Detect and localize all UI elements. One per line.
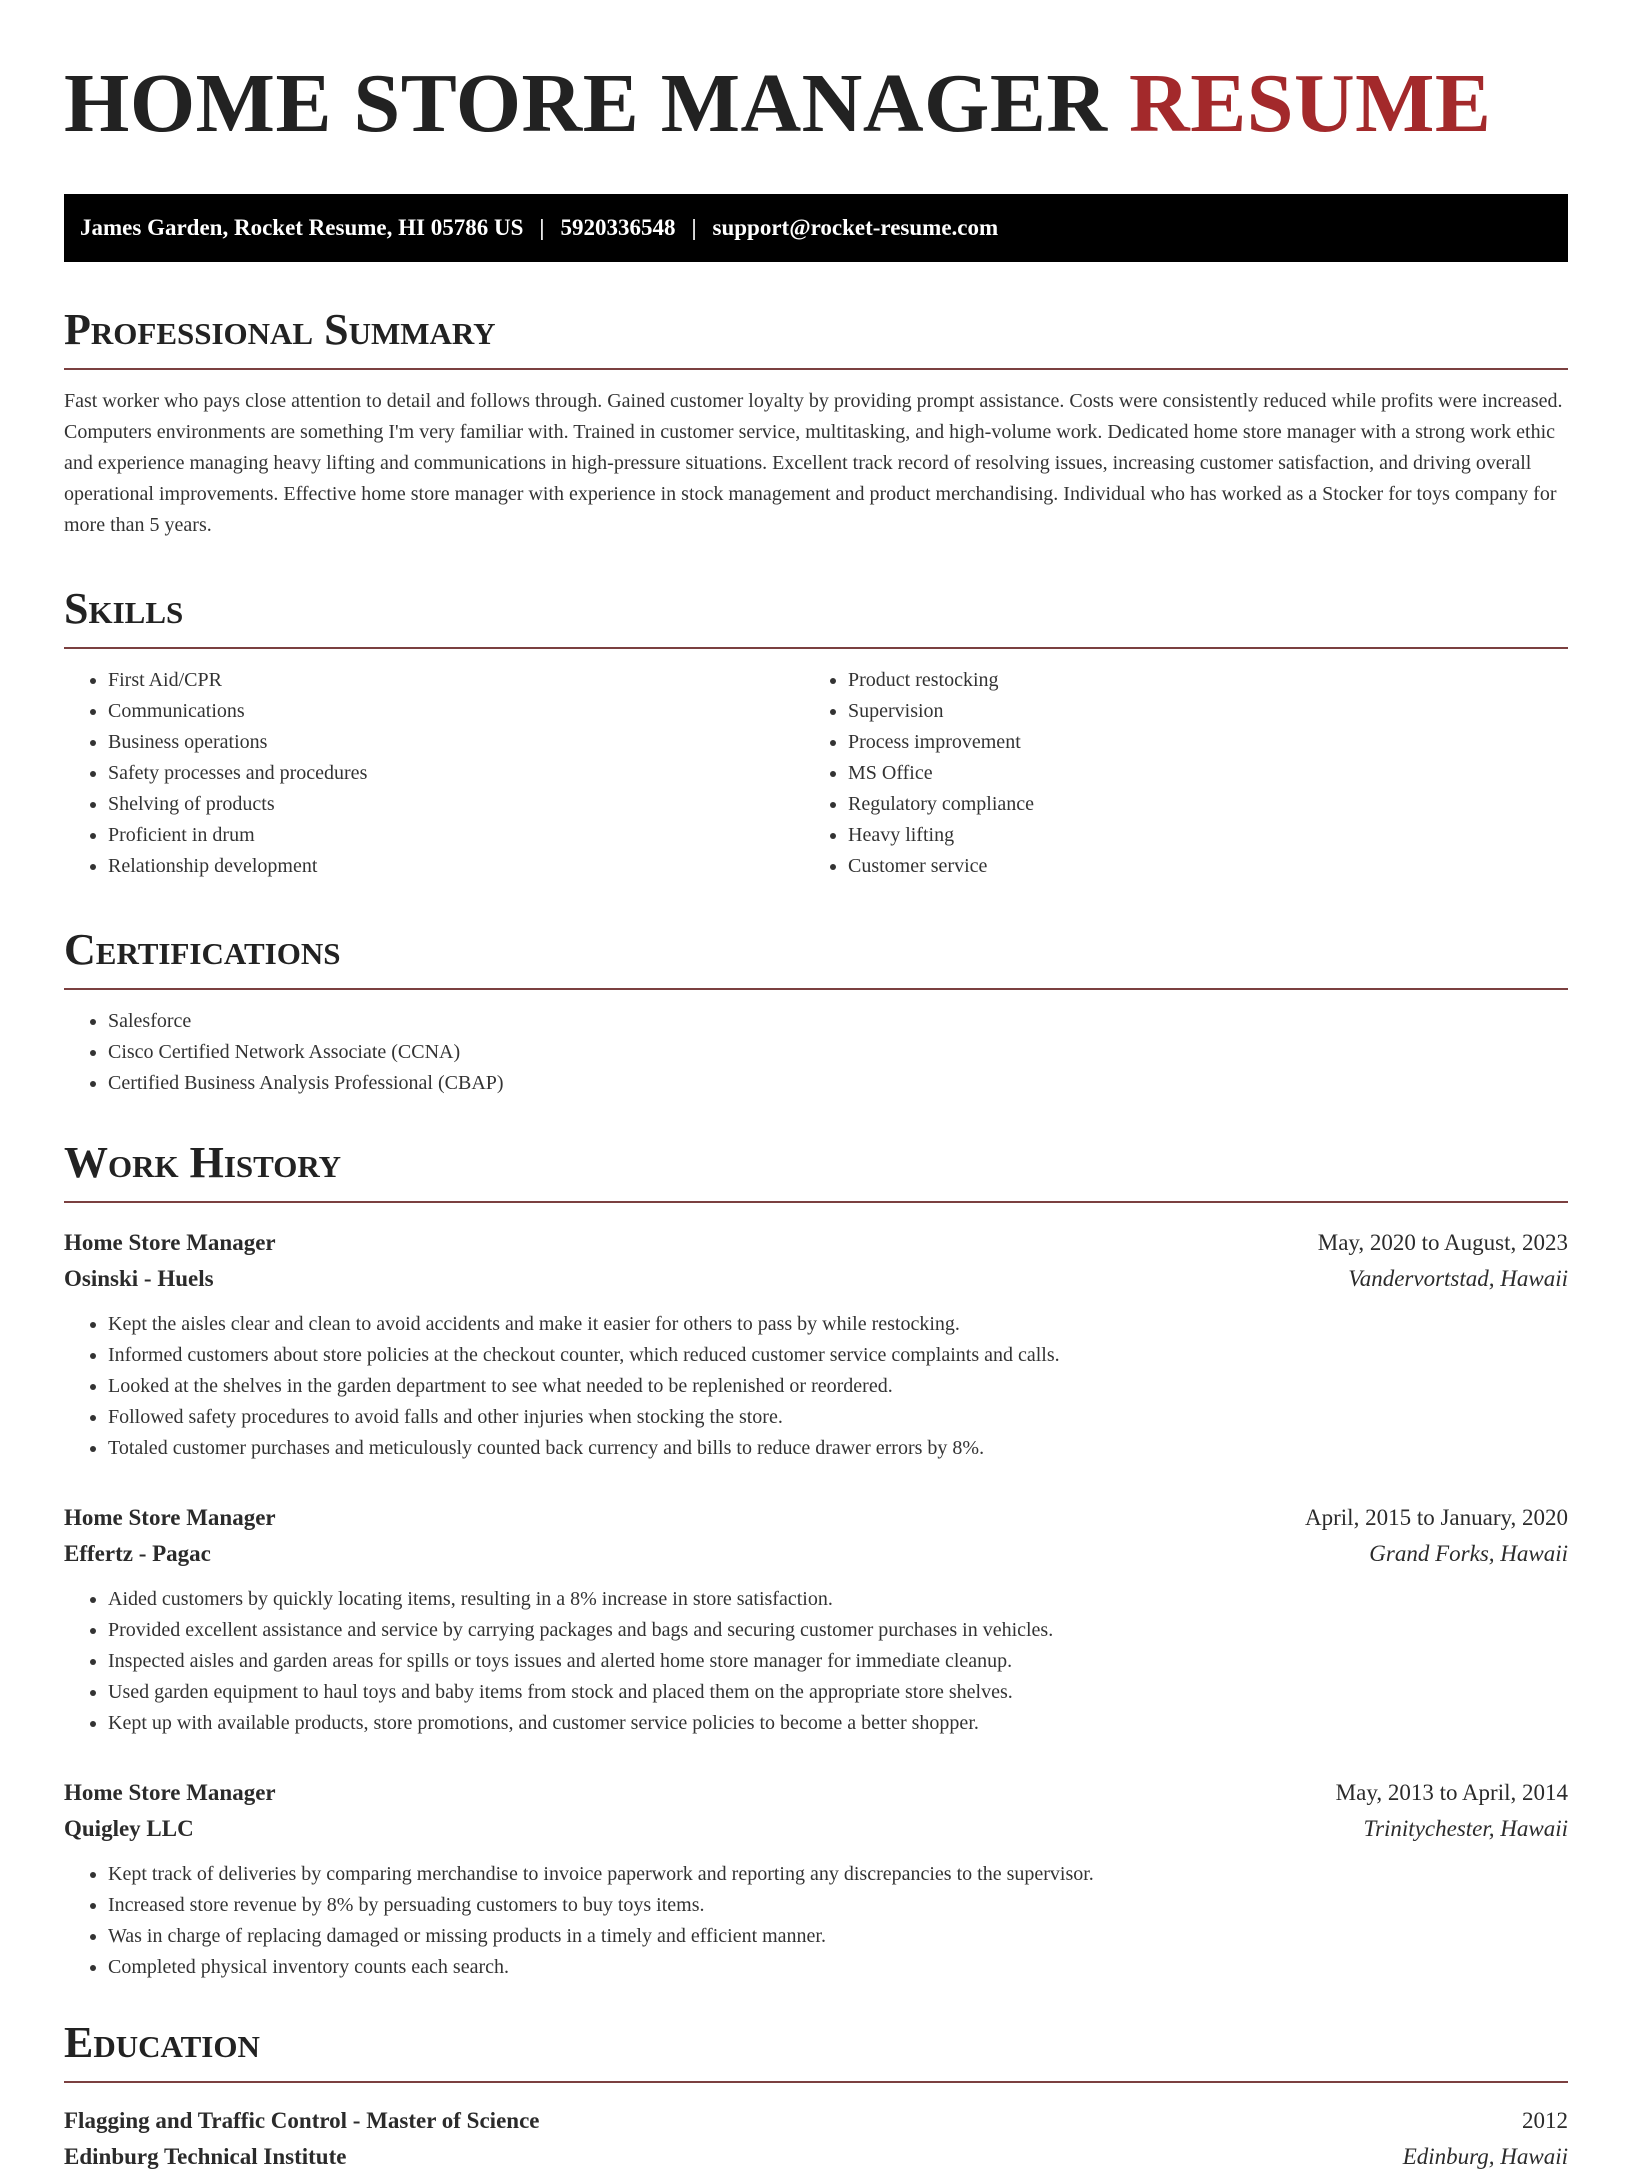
education-location: Edinburg, Hawaii [1402,2144,1568,2169]
job-company: Quigley LLC [64,1816,194,1841]
education-heading: Education [64,2019,1568,2083]
contact-separator: | [539,215,545,240]
page-title [64,58,1568,150]
skill-item: • Regulatory compliance [848,789,1568,820]
job-bullet: • Kept up with available products, store promotions, and customer service policies to become a better shopper. [108,1708,1568,1739]
work-history-heading: Work History [64,1139,1568,1203]
skill-item: • First Aid/CPR [108,665,804,696]
job-bullet: • Inspected aisles and garden areas for spills or toys issues and alerted home store manager for immediate cleanup. [108,1646,1568,1677]
job-company-row [64,1811,1568,1847]
contact-separator: | [691,215,697,240]
certifications-heading: Certifications [64,926,1568,990]
skills-list-left [64,665,804,882]
job-bullet: • Kept the aisles clear and clean to avoid accidents and make it easier for others to pass by while restocking. [108,1309,1568,1340]
job-dates: April, 2015 to January, 2020 [1305,1505,1568,1530]
skills-heading: Skills [64,585,1568,649]
job-title: Home Store Manager [64,1230,276,1255]
education-school-row [64,2139,1568,2175]
job-company-row [64,1536,1568,1572]
skill-item: • Customer service [848,851,1568,882]
job-company: Osinski - Huels [64,1266,214,1291]
job-entry [64,1500,1568,1739]
job-location: Vandervortstad, Hawaii [1348,1266,1568,1291]
skills-list-right [804,665,1568,882]
education-section [64,2019,1568,2175]
skills-section [64,585,1568,882]
job-title: Home Store Manager [64,1505,276,1530]
job-bullet: • Increased store revenue by 8% by persuading customers to buy toys items. [108,1890,1568,1921]
skill-item: • Safety processes and procedures [108,758,804,789]
summary-heading: Professional Summary [64,306,1568,370]
certifications-list [64,1006,1568,1099]
job-header-row [64,1775,1568,1811]
job-bullet: • Aided customers by quickly locating items, resulting in a 8% increase in store satisfaction. [108,1584,1568,1615]
skills-grid [64,649,1568,882]
skill-item: • MS Office [848,758,1568,789]
contact-bar [64,194,1568,262]
certification-item: • Certified Business Analysis Professional (CBAP) [108,1068,1568,1099]
job-bullets [64,1859,1568,1983]
contact-phone: 5920336548 [560,215,676,240]
job-bullet: • Totaled customer purchases and meticulously counted back currency and bills to reduce drawer errors by 8%. [108,1433,1568,1464]
job-location: Grand Forks, Hawaii [1369,1541,1568,1566]
job-bullet: • Informed customers about store policies at the checkout counter, which reduced customer service complaints and calls. [108,1340,1568,1371]
skill-item: • Supervision [848,696,1568,727]
contact-email: support@rocket-resume.com [712,215,999,240]
skill-item: • Communications [108,696,804,727]
education-degree: Flagging and Traffic Control - Master of Science [64,2108,540,2133]
education-school: Edinburg Technical Institute [64,2144,347,2169]
title-accent: RESUME [1129,57,1492,150]
job-title: Home Store Manager [64,1780,276,1805]
title-main: HOME STORE MANAGER [64,57,1108,150]
job-entry [64,1225,1568,1464]
job-bullet: • Completed physical inventory counts each search. [108,1952,1568,1983]
job-location: Trinitychester, Hawaii [1363,1816,1568,1841]
job-entry [64,1775,1568,1983]
education-header-row [64,2103,1568,2139]
job-bullet: • Used garden equipment to haul toys and baby items from stock and placed them on the appropriate store shelves. [108,1677,1568,1708]
certification-item: • Cisco Certified Network Associate (CCNA) [108,1037,1568,1068]
summary-section [64,306,1568,541]
certifications-section [64,926,1568,1099]
job-bullet: • Followed safety procedures to avoid falls and other injuries when stocking the store. [108,1402,1568,1433]
certification-item: • Salesforce [108,1006,1568,1037]
skill-item: • Business operations [108,727,804,758]
job-bullet: • Was in charge of replacing damaged or missing products in a timely and efficient manner. [108,1921,1568,1952]
skill-item: • Relationship development [108,851,804,882]
job-bullet: • Looked at the shelves in the garden department to see what needed to be replenished or reordered. [108,1371,1568,1402]
job-bullet: • Provided excellent assistance and service by carrying packages and bags and securing customer purchases in vehicles. [108,1615,1568,1646]
education-entry [64,2103,1568,2175]
job-bullets [64,1309,1568,1464]
job-dates: May, 2020 to August, 2023 [1317,1230,1568,1255]
skill-item: • Shelving of products [108,789,804,820]
education-year: 2012 [1522,2108,1568,2133]
job-company-row [64,1261,1568,1297]
contact-address: James Garden, Rocket Resume, HI 05786 US [80,215,524,240]
job-header-row [64,1500,1568,1536]
job-dates: May, 2013 to April, 2014 [1335,1780,1568,1805]
job-company: Effertz - Pagac [64,1541,211,1566]
job-header-row [64,1225,1568,1261]
work-history-section [64,1139,1568,1983]
job-bullet: • Kept track of deliveries by comparing merchandise to invoice paperwork and reporting any discrepancies to the supervisor. [108,1859,1568,1890]
job-bullets [64,1584,1568,1739]
skill-item: • Product restocking [848,665,1568,696]
skill-item: • Heavy lifting [848,820,1568,851]
skill-item: • Process improvement [848,727,1568,758]
summary-text: Fast worker who pays close attention to detail and follows through. Gained customer loyalty by providing prompt assistance. Costs were consistently reduced while profits were increased. Computers environments are something I'm very familiar with. Trained in customer service, multitasking, and high-volume work. Dedicated home store manager with a strong work ethic and experience managing heavy lifting and communications in high-pressure situations. Excellent track record of resolving issues, increasing customer satisfaction, and driving overall operational improvements. Effective home store manager with experience in stock management and product merchandising. Individual who has worked as a Stocker for toys company for more than 5 years. [64,390,1563,536]
skill-item: • Proficient in drum [108,820,804,851]
